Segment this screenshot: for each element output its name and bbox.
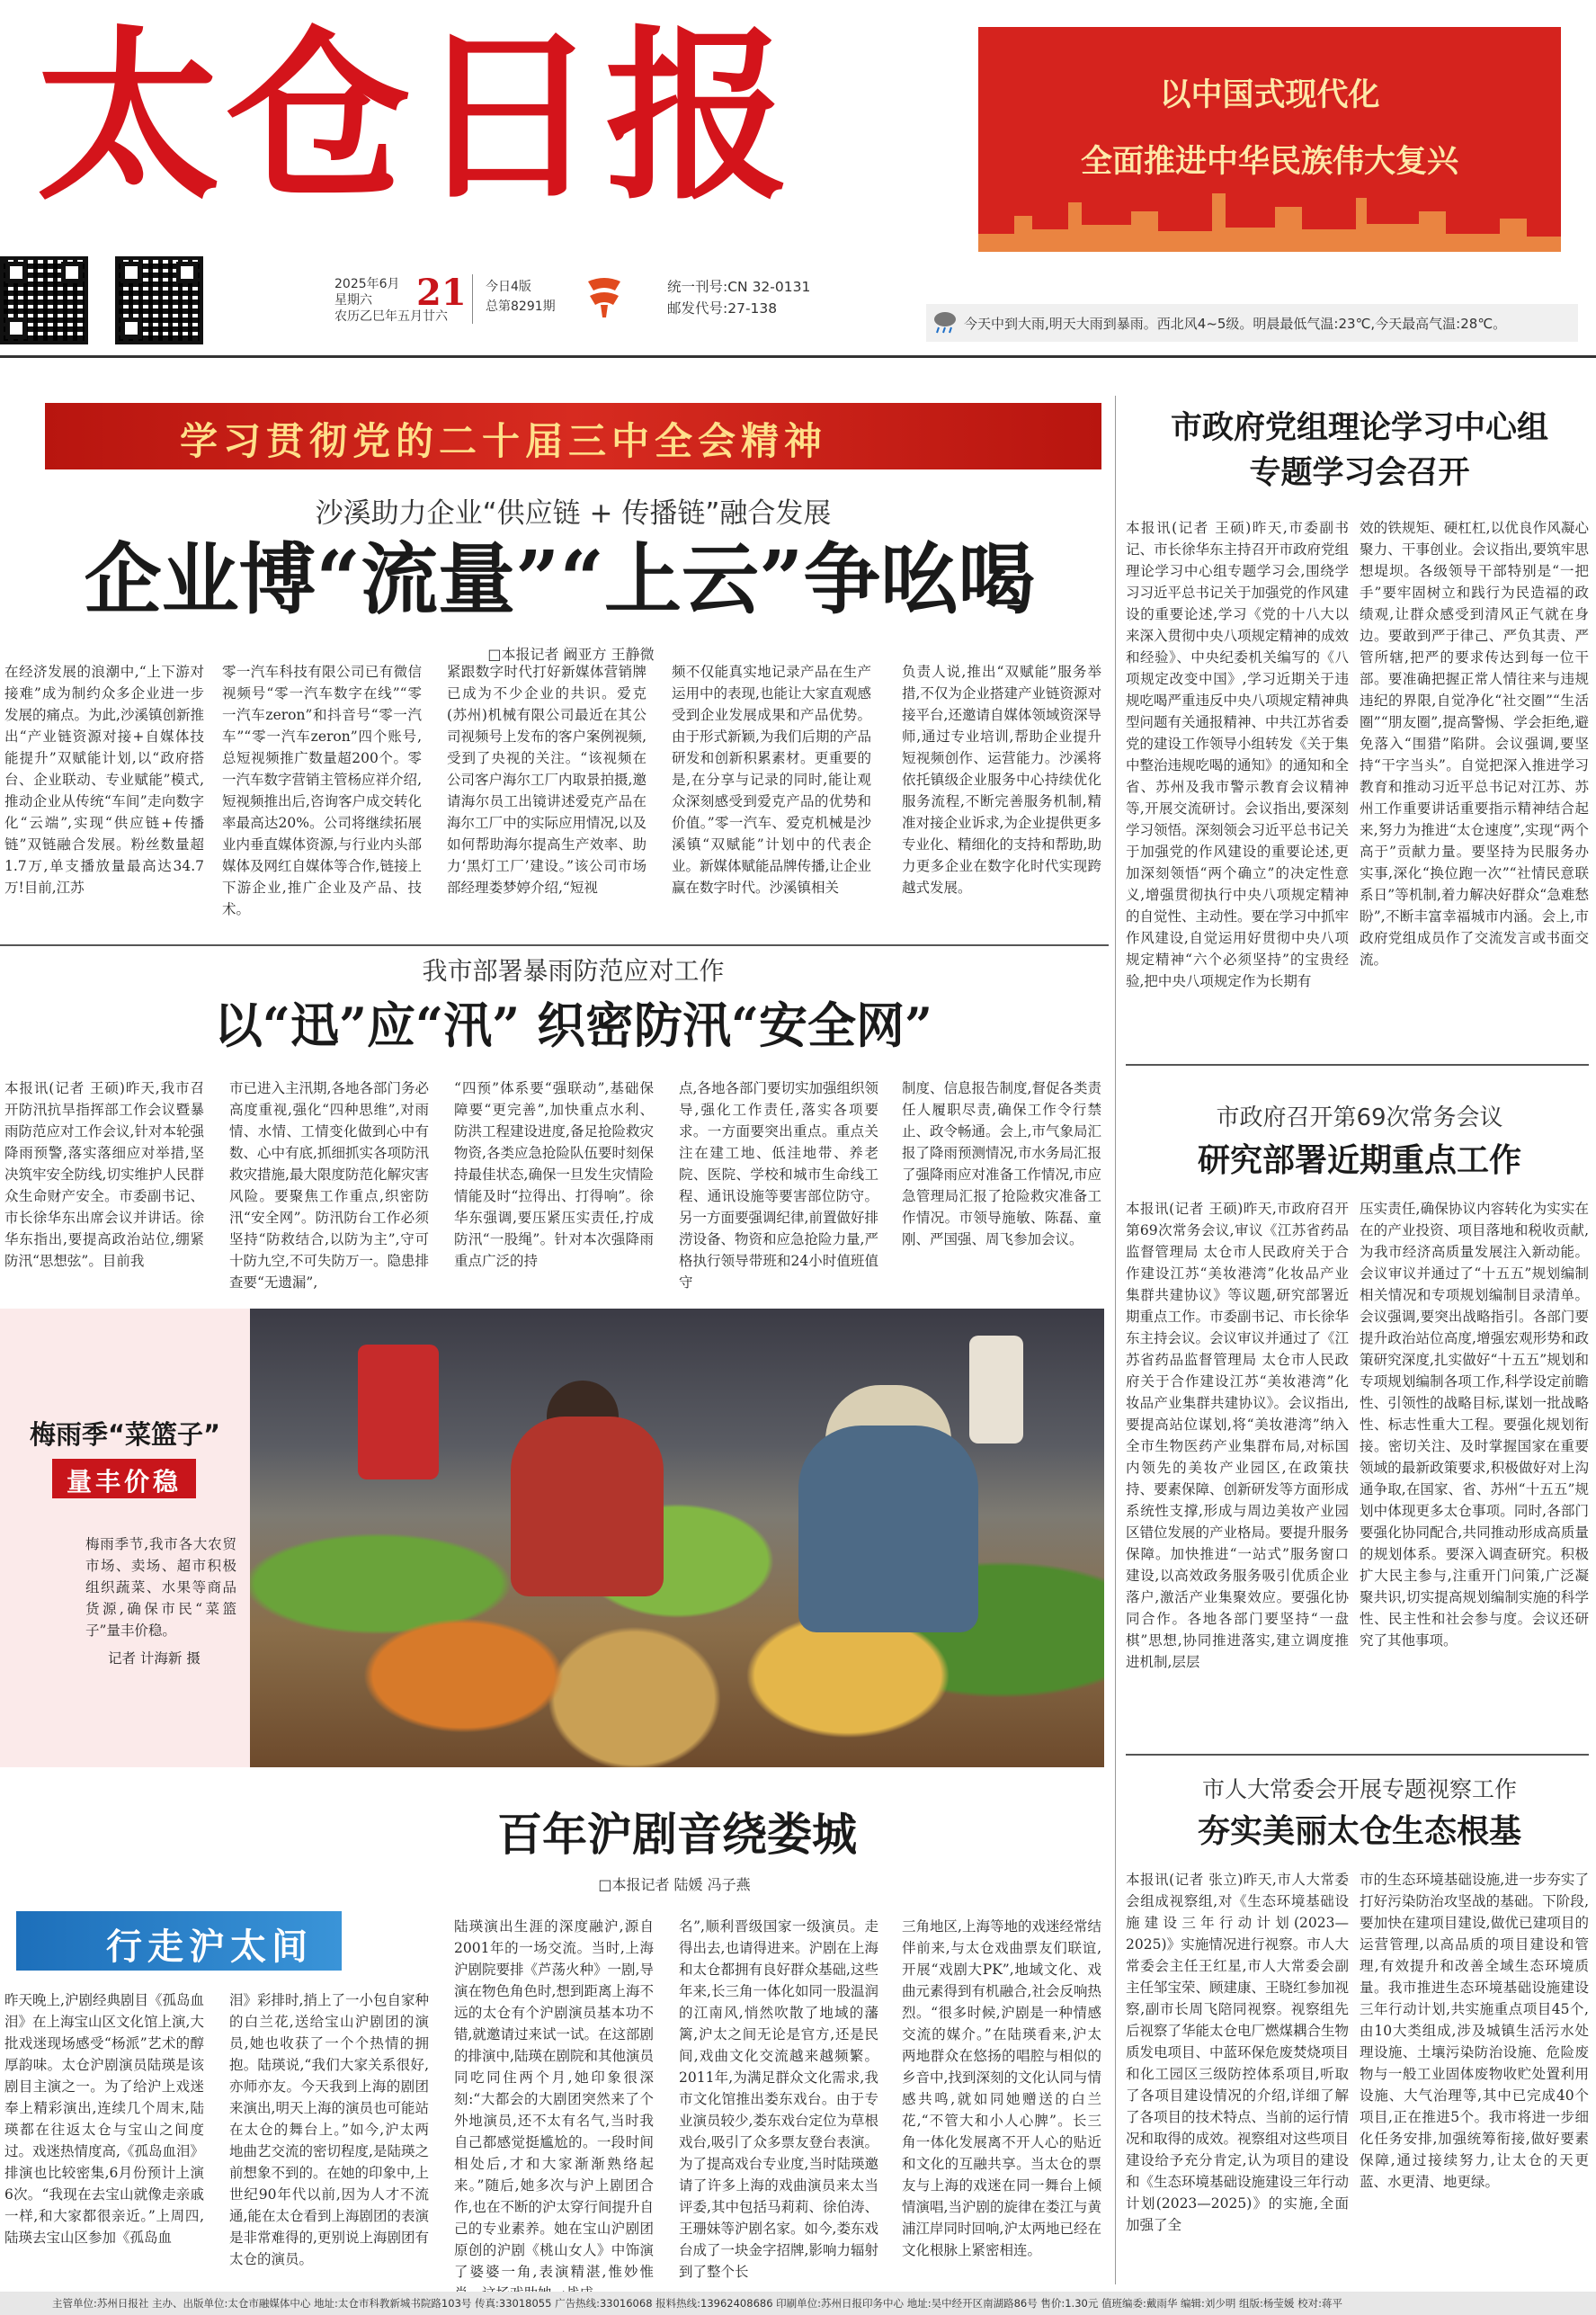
right2-kicker: 市政府召开第69次常务会议	[1216, 1104, 1503, 1131]
slogan-line1: 以中国式现代化	[1159, 77, 1380, 113]
right3-headline: 夯实美丽太仓生态根基	[1197, 1813, 1521, 1850]
issue-serial: 总第8291期	[486, 299, 556, 314]
skyline-icon	[978, 184, 1561, 252]
bag-shape	[969, 1336, 1023, 1444]
flood-headline: 以“迅”应“汛” 织密防汛“安全网”	[213, 997, 933, 1054]
issue-date: 2025年6月	[334, 277, 400, 291]
right1-headline-line1: 市政府党组理论学习中心组	[1170, 410, 1548, 446]
column-tag	[16, 1911, 342, 1971]
right2-col-2: 压实责任,确保协议内容转化为实实在在的产业投资、项目落地和税收贡献,为我市经济高质量发展注入新动能。会议审议并通过了“十五五”规划编制相关情况和专项规划编制目录清单。会议强调,要突出战略指引。各部门要提升政治站位高度,增强宏观形势和政策研究深度,扎实做好“十五五”规划和专项规划编制各项工作,科学设定前瞻性、引领性的战略目标,谋划一批战略性、标志性重大工程。要强化规划衔接。密切关注、及时掌握国家在重要领域的最新政策要求,积极做好对上沟通争取,在国家、省、苏州“十五五”规划中体现更多太仓事项。同时,各部门要强化协同配合,共同推动形成高质量的规划体系。要深入调查研究。积极扩大民主参与,注重开门问策,广泛凝聚共识,切实提高规划编制实施的科学性、民主性和社会参与度。会议还研究了其他事项。	[1360, 1201, 1589, 1649]
shopper-figure	[798, 1426, 978, 1632]
right1-col-1: 本报讯(记者 王硕)昨天,市委副书记、市长徐华东主持召开市政府党组理论学习中心组专题学习会,围绕学习习近平总书记关于加强党的作风建设的重要论述,学习《党的十八大以来深入贯彻中央八项规定精神的成效和经验》、中央纪委机关编写的《八项规定改变中国》,学习近期关于违规吃喝严重违反中央八项规定精神典型问题有关通报精神、中共江苏省委党的建设工作领导小组转发《关于集中整治违规吃喝的通知》的通知和全省、苏州及我市警示教育会议精神等,开展交流研讨。会议指出,要深刻学习领悟。深刻领会习近平总书记关于加强党的作风建设的重要论述,更加深刻领悟“两个确立”的决定性意义,增强贯彻执行中央八项规定精神的自觉性、主动性。要在学习中抓牢作风建设,自觉运用好贯彻中央八项规定精神“六个必须坚持”的宝贵经验,把中央八项规定作为长期有	[1126, 520, 1350, 989]
weather-report: 今天中到大雨,明天大雨到暴雨。西北风4~5级。明晨最低气温:23℃,今天最高气温:28℃。	[964, 316, 1507, 332]
flood-col-2: 市已进入主汛期,各地各部门务必高度重视,强化“四种思维”,对雨情、水情、工情变化做到心中有数、心中有底,抓细抓实各项防汛救灾措施,最大限度防范化解灾害风险。要聚焦工作重点,织密防汛“安全网”。防汛防台工作必须坚持“防救结合,以防为主”,守可十防九空,不可失防万一。隐患排查要“无遗漏”,	[229, 1080, 429, 1291]
flood-col-4: 点,各地各部门要切实加强组织领导,强化工作责任,落实各项要求。一方面要突出重点。重点关注在建工地、低洼地带、养老院、医院、学校和城市生命线工程、通讯设施等要害部位防守。另一方面要强调纪律,前置做好排涝设备、物资和应急抢险力量,严格执行领导带班和24小时值班值守	[679, 1080, 878, 1291]
lead-col-3: 紧跟数字时代打好新媒体营销牌已成为不少企业的共识。爱克(苏州)机械有限公司最近在其公司视频号上发布的客户案例视频,受到了央视的关注。“该视频在公司客户海尔工厂内取景拍摄,邀请海尔员工出镜讲述爱克产品在海尔工厂中的实际应用情况,以及如何帮助海尔提高生产效率、助力‘黑灯工厂’建设。”该公司市场部经理娄梦婷介绍,“短视	[447, 664, 646, 896]
right3-col-2: 市的生态环境基础设施,进一步夯实了打好污染防治攻坚战的基础。下阶段,要加快在建项目建设,做优已建项目的运营管理,以高品质的项目建设和管理,有效提升和改善全域生态环境质量。我市推进生态环境基础设施建设三年行动计划,共实施重点项目45个,由10大类组成,涉及城镇生活污水处理设施、土壤污染防治设施、危险废物与一般工业固体废物收贮处置利用设施、大气治理等,其中已完成40个项目,正在推进5个。我市将进一步细化任务安排,加强统筹衔接,做好要素保障,通过接续努力,让太仓的天更蓝、水更清、地更绿。	[1360, 1872, 1589, 2190]
column-tag-text: 行走沪太间	[106, 1926, 313, 1968]
footer-info: 主管单位:苏州日报社 主办、出版单位:太仓市融媒体中心 地址:太仓市科教新城书院路103号 传真:33018055 广告热线:33016068 报料热线:13962408686 印刷单位:苏州日报印务中心 地址:吴中经开区南湖路86号 售价:1.30元 值班编委:戴雨华 编辑:刘少明 组版:杨莹媛 校对:蒋平	[0, 2292, 1596, 2315]
lead-col-1: 在经济发展的浪潮中,“上下游对接难”成为制约众多企业进一步发展的痛点。为此,沙溪镇创新推出“产业链资源对接+自媒体技能提升”双赋能计划,以“政府搭台、企业联动、专业赋能”模式,推动企业从传统“车间”走向数字化“云端”,实现“供应链+传播链”双链融合发展。粉丝数量超1.7万,单支播放量最高达34.7万!目前,江苏	[4, 664, 204, 896]
lead-col-5: 负责人说,推出“双赋能”服务举措,不仅为企业搭建产业链资源对接平台,还邀请自媒体领域资深导师,通过专业培训,帮助企业提升短视频创作、运营能力。沙溪将依托镇级企业服务中心持续优化服务流程,不断完善服务机制,精准对接企业诉求,为企业提供更多专业化、精细化的支持和帮助,助力更多企业在数字化时代实现跨越式发展。	[902, 664, 1101, 896]
issue-pages: 今日4版	[486, 280, 531, 294]
issue-cn: 统一刊号:CN 32-0131	[667, 279, 811, 295]
lead-kicker: 沙溪助力企业“供应链 + 传播链”融合发展	[315, 497, 832, 530]
logo-icon	[584, 274, 624, 319]
right3-col-1: 本报讯(记者 张立)昨天,市人大常委会组成视察组,对《生态环境基础设施建设三年行动计划(2023—2025)》实施情况进行视察。市人大常委会主任王红星,市人大常委会副主任邹宝荣、顾建康、王晓红参加视察,副市长周飞陪同视察。视察组先后视察了华能太仓电厂燃煤耦合生物质发电项目、中蓝环保危废焚烧项目和化工园区三级防控体系项目,听取了各项目建设情况的介绍,详细了解了各项目的技术特点、当前的运行情况和取得的成效。视察组对这些项目建设给予充分肯定,认为项目的建设和《生态环境基础设施建设三年行动计划(2023—2025)》的实施,全面加强了全	[1126, 1872, 1350, 2233]
issue-weekday: 星期六	[334, 293, 372, 308]
theme-banner-text: 学习贯彻党的二十届三中全会精神	[180, 419, 828, 463]
opera-col-1: 昨天晚上,沪剧经典剧目《孤岛血泪》在上海宝山区文化馆上演,大批戏迷现场感受“杨派”艺术的醇厚韵味。太仓沪剧演员陆瑛是该剧目主演之一。为了给沪上戏迷奉上精彩演出,连续几个周末,陆瑛都在往返太仓与宝山之间度过。戏迷热情度高,《孤岛血泪》排演也比较密集,6月份预计上演6次。“我现在去宝山就像走亲戚一样,和大家都很亲近。”上周四,陆瑛去宝山区参加《孤岛血	[4, 1992, 204, 2246]
lead-col-2: 零一汽车科技有限公司已有微信视频号“零一汽车数字在线”“零一汽车zeron”和抖音号“零一汽车”“零一汽车zeron”四个账号,总短视频推广数量超200个。零一汽车数字营销主管杨应祥介绍,短视频推出后,咨询客户成交转化率最高达20%。公司将继续拓展业内垂直媒体资源,与行业内头部媒体及网红自媒体等合作,链接上下游企业,推广企业及产品、技术。	[222, 664, 422, 917]
photo-title: 梅雨季“菜篮子”	[29, 1419, 221, 1450]
masthead-title: 太仓日报	[36, 9, 795, 225]
bag-shape	[358, 1345, 439, 1479]
flood-col-5: 制度、信息报告制度,督促各类责任人履职尽责,确保工作令行禁止、政令畅通。会上,市气象局汇报了降雨预测情况,市水务局汇报了强降雨应对准备工作情况,市应急管理局汇报了抢险救灾准备工作情况。市领导施敏、陈磊、童刚、严国强、周飞参加会议。	[902, 1080, 1101, 1247]
flood-col-3: “四预”体系要“强联动”,基础保障要“更完善”,加快重点水利、防洪工程建设进度,备足抢险救灾物资,各类应急抢险队伍要时刻保持最佳状态,确保一旦发生灾情险情能及时“拉得出、打得响”。徐华东强调,要压紧压实责任,拧成防汛“一股绳”。针对本次强降雨重点广泛的持	[454, 1080, 654, 1269]
vendor-figure	[511, 1417, 664, 1596]
opera-byline: □本报记者 陆媛 冯子燕	[598, 1876, 751, 1893]
theme-banner	[45, 403, 1101, 469]
issue-lunar: 农历乙巳年五月廿六	[334, 309, 448, 324]
photo-credit: 记者 计海新 摄	[108, 1650, 201, 1667]
issue-day: 21	[416, 272, 467, 314]
right2-headline: 研究部署近期重点工作	[1197, 1142, 1521, 1179]
opera-headline: 百年沪剧音绕娄城	[497, 1809, 857, 1861]
opera-col-2: 泪》彩排时,捎上了一小包自家种的白兰花,送给宝山沪剧团的演员,她也收获了一个个热情的拥抱。陆瑛说,“我们大家关系很好,亦师亦友。今天我到上海的剧团来演出,明天上海的演员也可能站在太仓的舞台上。”如今,沪太两地曲艺交流的密切程度,是陆瑛之前想象不到的。在她的印象中,上世纪90年代以前,因为人才不流通,能在太仓看到上海剧团的表演是非常难得的,更别说上海剧团有太仓的演员。	[229, 1992, 429, 2267]
photo-caption: 梅雨季节,我市各大农贸市场、卖场、超市积极组织蔬菜、水果等商品货源,确保市民“菜篮子”量丰价稳。	[85, 1536, 236, 1639]
lead-byline: □本报记者 阚亚方 王静微	[487, 646, 655, 663]
opera-col-4: 名”,顺利晋级国家一级演员。走得出去,也请得进来。沪剧在上海和太仓都拥有良好群众基础,这些年来,长三角一体化如同一股温润的江南风,悄然吹散了地域的藩篱,沪太之间无论是官方,还是民间,戏曲文化交流越来越频繁。2011年,为满足群众文化需求,我市文化馆推出娄东戏台。由于专业演员较少,娄东戏台定位为草根戏台,吸引了众多票友登台表演。为了提高戏台专业度,当时陆瑛邀请了许多上海的戏曲演员来太当评委,其中包括马莉莉、徐伯涛、王珊妹等沪剧名家。如今,娄东戏台成了一块金字招牌,影响力辐射到了整个长	[679, 1918, 878, 2280]
photo-subtitle: 量丰价稳	[66, 1467, 182, 1497]
opera-col-5: 三角地区,上海等地的戏迷经常结伴前来,与太仓戏曲票友们联谊,开展“戏剧大PK”,地域文化、戏曲元素得到有机融合,社会反响热烈。“很多时候,沪剧是一种情感交流的媒介。”在陆瑛看来,沪太两地群众在悠扬的唱腔与相似的乡音中,找到深刻的文化认同与情感共鸣,就如同她赠送的白兰花,“不管大和小人心脾”。长三角一体化发展离不开人心的贴近和文化的互融共享。当太仓的票友与上海的戏迷在同一舞台上倾情演唱,当沪剧的旋律在娄江与黄浦江岸同时回响,沪太两地已经在文化根脉上紧密相连。	[902, 1918, 1101, 2258]
right3-kicker: 市人大常委会开展专题视察工作	[1201, 1776, 1517, 1802]
slogan-line2: 全面推进中华民族伟大复兴	[1080, 144, 1458, 180]
issue-postal: 邮发代号:27-138	[667, 300, 778, 317]
flood-kicker: 我市部署暴雨防范应对工作	[422, 956, 725, 986]
lead-headline: 企业博“流量”“上云”争吆喝	[84, 534, 1036, 625]
opera-col-3: 陆瑛演出生涯的深度融沪,源自2001年的一场交流。当时,上海沪剧院要排《芦荡火种》一剧,导演在物色角色时,想到距离上海不远的太仓有个沪剧演员基本功不错,就邀请过来试一试。在这部剧的排演中,陆瑛在剧院和其他演员同吃同住两个月,她印象很深刻:“大都会的大剧团突然来了个外地演员,还不太有名气,当时我自己都感觉挺尴尬的。一段时间相处后,才和大家渐渐熟络起来。”随后,她多次与沪上剧团合作,也在不断的沪太穿行间提升自己的专业素养。她在宝山沪剧团原创的沪剧《桃山女人》中饰演了婆婆一角,表演精湛,惟妙惟	[454, 1918, 654, 2280]
lead-col-4: 频不仅能真实地记录产品在生产运用中的表现,也能让大家直观感受到企业发展成果和产品优势。由于形式新颖,为我们后期的产品研发和创新积累素材。更重要的是,在分享与记录的同时,能让观众深刻感受到爱克产品的优势和价值。”零一汽车、爱克机械是沙溪镇“双赋能”计划中的代表企业。新媒体赋能品牌传播,让企业赢在数字时代。沙溪镇相关	[672, 664, 871, 896]
right1-headline-line2: 专题学习会召开	[1249, 455, 1470, 491]
qr-code-icon	[115, 256, 203, 344]
photo-caption-box	[0, 1309, 250, 1767]
rain-cloud-icon	[932, 309, 958, 335]
right2-col-1: 本报讯(记者 王硕)昨天,市政府召开第69次常务会议,审议《江苏省药品监督管理局 太仓市人民政府关于合作建设江苏“美妆港湾”化妆品产业集群共建协议》等议题,研究部署近期重点工作。市委副书记、市长徐华东主持会议。会议审议并通过了《江苏省药品监督管理局 太仓市人民政府关于合作建设江苏“美妆港湾”化妆品产业集群共建协议》。会议指出,要提高站位谋划,将“美妆港湾”纳入全市生物医药产业集群布局,对标国内领先的美妆产业园区,在政策扶持、要素保障、创新研发等方面形成系统性支撑,形成与周边美妆产业园区错位发展的产业格局。要提升服务保障。加快推进“一站式”服务窗口建设,以高效政务服务吸引优质企业落户,激活产业集聚效应。要强化协同合作。各地各部门要坚持“一盘棋”思想,协同推进落实,建立调度推进机制,层层	[1126, 1201, 1350, 1670]
flood-col-1: 本报讯(记者 王硕)昨天,我市召开防汛抗旱指挥部工作会议暨暴雨防范应对工作会议,针对本轮强降雨预警,落实落细应对举措,坚决筑牢安全防线,切实维护人民群众生命财产安全。市委副书记、市长徐华东出席会议并讲话。徐华东指出,要提高政治站位,绷紧防汛“思想弦”。目前我	[4, 1080, 204, 1269]
market-photo	[250, 1309, 1104, 1767]
qr-code-icon	[0, 256, 88, 344]
slogan-banner	[978, 27, 1561, 252]
right1-col-2: 效的铁规矩、硬杠杠,以优良作风凝心聚力、干事创业。会议指出,要筑牢思想堤坝。各级领导干部特别是“一把手”要牢固树立和践行为民造福的政绩观,让群众感受到清风正气就在身边。要敢到严于律己、严负其责、严管所辖,把严的要求传达到每一位干部。要准确把握正常人情往来与违规违纪的界限,自觉净化“社交圈”“生活圈”“朋友圈”,提高警惕、学会拒绝,避免落入“围猎”陷阱。会议强调,要坚持“干字当头”。自觉把深入推进学习教育和推动习近平总书记对江苏、苏州工作重要讲话重要指示精神结合起来,努力为推进“太仓速度”,实现“两个高于”贡献力量。要坚持为民服务办实事,深化“换位跑一次”“社情民意联系日”等机制,着力解决好群众“急难愁盼”,不断丰富幸福城市内涵。会上,市政府党组成员作了交流发言或书面交流。	[1360, 520, 1589, 968]
